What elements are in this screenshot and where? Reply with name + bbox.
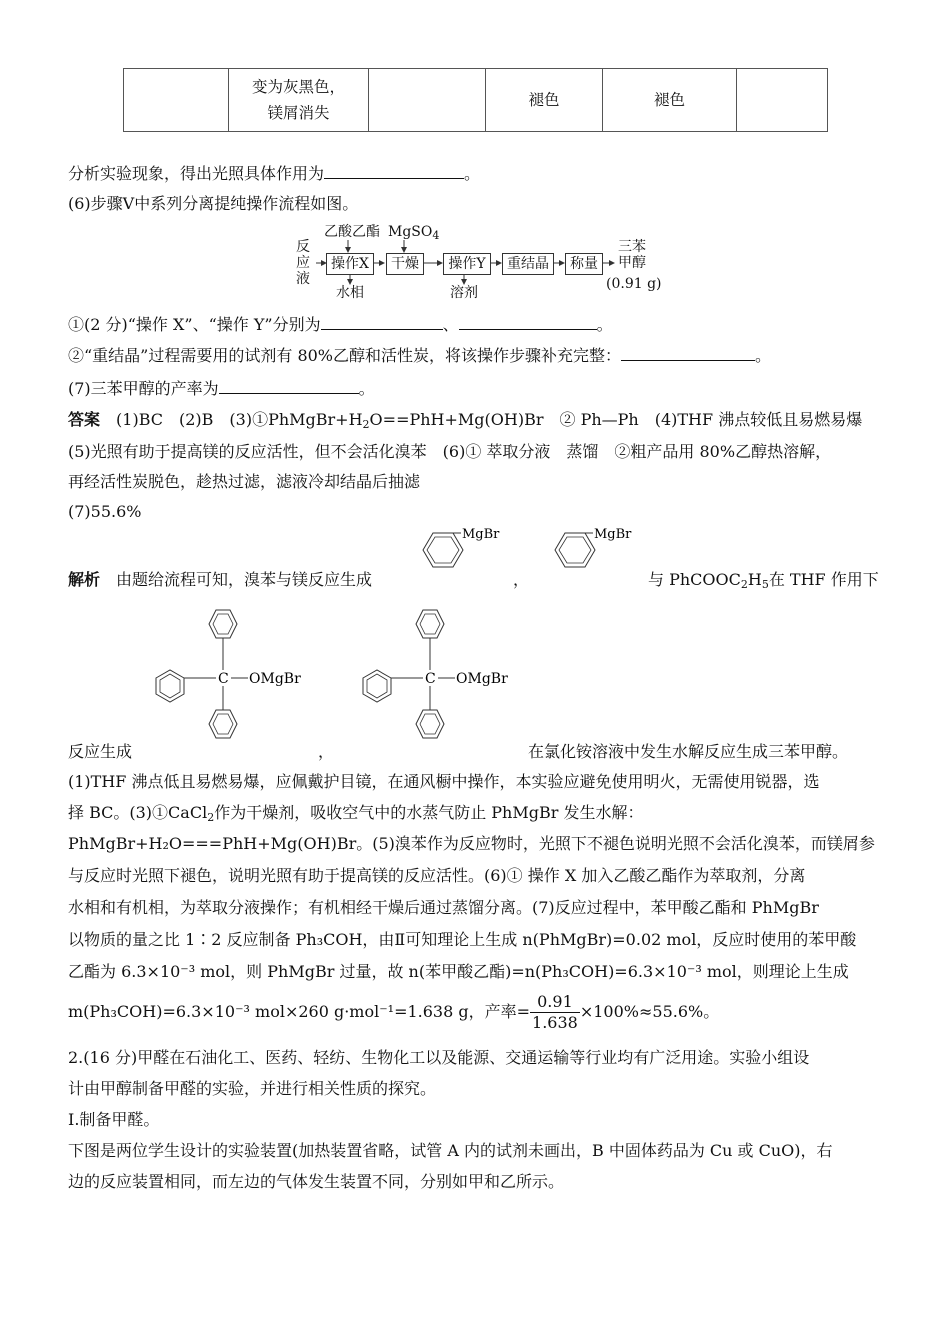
analysis-text: m(Ph₃COH)=6.3×10⁻³ mol×260 g·mol⁻¹=1.638 g，产率= — [68, 1002, 531, 1021]
flow-reactant: 反应液 — [296, 239, 310, 287]
analysis-text: 与 PhCOOC — [648, 570, 741, 589]
analysis-paragraph-line: 乙酯为 6.3×10⁻³ mol，则 PhMgBr 过量，故 n(苯甲酸乙酯)=n(Ph₃COH)=6.3×10⁻³ mol，则理论上生成 — [68, 962, 849, 981]
analysis-text: 由题给流程可知，溴苯与镁反应生成 — [116, 570, 373, 589]
flow-box-weigh: 称量 — [565, 253, 603, 275]
table-cell — [369, 69, 486, 132]
flow-output-aqueous: 水相 — [336, 285, 364, 301]
analysis-line-1-end — [648, 568, 879, 597]
fraction-numerator: 0.91 — [530, 992, 580, 1013]
flow-text: MgSO — [388, 224, 433, 240]
answer-blank — [324, 162, 464, 179]
answer-text: (1)BC (2)B (3)①PhMgBr+H — [116, 410, 363, 429]
question-text: (7)三苯甲醇的产率为 — [68, 379, 219, 398]
analysis-paragraph-line: 水相和有机相，为萃取分液操作；有机相经干燥后通过蒸馏分离。(7)反应过程中，苯甲酸乙酯和 PhMgBr — [68, 898, 819, 917]
question-2-section: Ⅰ.制备甲醛。 — [68, 1110, 160, 1129]
table-cell — [229, 69, 369, 132]
analysis-paragraph-line: 与反应时光照下褪色，说明光照有助于提高镁的反应活性。(6)① 操作 X 加入乙酸乙酯作为萃取剂，分离 — [68, 866, 806, 885]
answer-blank — [321, 313, 443, 330]
flow-box-recrystallize: 重结晶 — [502, 253, 554, 275]
flow-additive-ethyl-acetate: 乙酸乙酯 — [324, 224, 380, 240]
analysis-paragraph-line: 以物质的量之比 1∶2 反应制备 Ph₃COH，由Ⅱ可知理论上生成 n(PhMgBr)=0.02 mol，反应时使用的苯甲酸 — [68, 930, 857, 949]
analysis-comma: ， — [513, 570, 530, 589]
question-text: ①(2 分)“操作 X”、“操作 Y”分别为 — [68, 315, 321, 334]
answer-blank — [219, 377, 359, 394]
separation-flow-diagram — [296, 222, 662, 302]
question-text: 。 — [755, 346, 772, 365]
analysis-comma: ， — [318, 742, 335, 761]
question-text: 。 — [596, 315, 613, 334]
table-row — [124, 69, 828, 132]
question-text: 。 — [464, 164, 481, 183]
analysis-paragraph-line: PhMgBr+H₂O===PhH+Mg(OH)Br。(5)溴苯作为反应物时，光照下不褪色说明光照不会活化溴苯，而镁屑参 — [68, 834, 875, 853]
analysis-line-2-end: 在氯化铵溶液中发生水解反应生成三苯甲醇。 — [528, 742, 849, 761]
question-2-line: 下图是两位学生设计的实验装置(加热装置省略，试管 A 内的试剂未画出，B 中固体药品为 Cu 或 CuO)，右 — [68, 1141, 833, 1160]
triphenylmethoxy-mgbr-structure — [148, 600, 318, 755]
flow-product-mass: (0.91 g) — [606, 276, 662, 292]
question-text: 分析实验现象，得出光照具体作用为 — [68, 164, 325, 183]
table-cell-text: 镁屑消失 — [267, 104, 330, 122]
omgbr-label: OMgBr — [249, 671, 301, 687]
flow-additive-mgso4 — [388, 224, 439, 244]
question-2-line: 边的反应装置相同，而左边的气体发生装置不同，分别如甲和乙所示。 — [68, 1172, 565, 1191]
table-cell — [124, 69, 229, 132]
analysis-yield-line — [68, 992, 719, 1033]
question-text: 、 — [442, 315, 459, 334]
carbon-label: C — [425, 671, 436, 687]
yield-fraction — [530, 992, 580, 1033]
table-cell: 褪色 — [603, 69, 737, 132]
question-6-1 — [68, 313, 613, 337]
analysis-text: 作为干燥剂，吸收空气中的水蒸气防止 PhMgBr 发生水解： — [214, 803, 644, 822]
carbon-label: C — [218, 671, 229, 687]
answer-line-4: (7)55.6% — [68, 502, 142, 521]
analysis-text: 择 BC。(3)①CaCl — [68, 803, 208, 822]
answer-text: 2 — [362, 418, 370, 431]
question-text: 。 — [358, 379, 375, 398]
analysis-label: 解析 — [68, 570, 101, 589]
analysis-text: 2 — [207, 811, 215, 824]
answer-line-2: (5)光照有助于提高镁的反应活性，但不会活化溴苯 (6)① 萃取分液 蒸馏 ②粗产品用 80%乙醇热溶解， — [68, 442, 832, 461]
flow-box-dry: 干燥 — [386, 253, 424, 275]
analysis-text: H — [747, 570, 762, 589]
analysis-paragraph-line — [68, 801, 643, 830]
flow-box-operation-x: 操作X — [326, 253, 374, 275]
question-5-line — [68, 162, 480, 186]
answer-text: O==PhH+Mg(OH)Br ② Ph—Ph (4)THF 沸点较低且易燃易爆 — [369, 410, 863, 429]
observation-table — [123, 68, 828, 132]
fraction-denominator: 1.638 — [532, 1013, 578, 1032]
omgbr-label: OMgBr — [456, 671, 508, 687]
mgbr-label: MgBr — [594, 527, 632, 542]
flow-box-operation-y: 操作Y — [443, 253, 491, 275]
phenylmagnesium-bromide-structure — [537, 527, 637, 587]
analysis-text: 5 — [761, 578, 769, 591]
question-6-2 — [68, 344, 771, 368]
triphenylmethoxy-mgbr-structure — [355, 600, 525, 755]
analysis-line-1 — [68, 568, 372, 592]
question-text: ②“重结晶”过程需要用的试剂有 80%乙醇和活性炭，将该操作步骤补充完整： — [68, 346, 622, 365]
question-7 — [68, 377, 375, 401]
table-cell: 褪色 — [486, 69, 603, 132]
analysis-line-2: 反应生成 — [68, 742, 133, 761]
table-cell — [737, 69, 828, 132]
flow-product: 三苯甲醇 — [618, 239, 646, 271]
analysis-text: 2 — [740, 578, 748, 591]
table-cell-text: 变为灰黑色， — [251, 78, 345, 96]
answer-line-3: 再经活性炭脱色，趁热过滤，滤液冷却结晶后抽滤 — [68, 472, 421, 491]
answer-label: 答案 — [68, 410, 101, 429]
answer-blank — [621, 344, 755, 361]
answer-blank — [459, 313, 597, 330]
answer-line-1 — [68, 408, 862, 437]
flow-text: 4 — [432, 229, 440, 242]
question-6-text: (6)步骤Ⅴ中系列分离提纯操作流程如图。 — [68, 194, 359, 213]
mgbr-label: MgBr — [462, 527, 500, 542]
analysis-paragraph-line: (1)THF 沸点低且易燃易爆，应佩戴护目镜，在通风橱中操作，本实验应避免使用明火，无需使用锐器，选 — [68, 772, 820, 791]
question-2-line: 2.(16 分)甲醛在石油化工、医药、轻纺、生物化工以及能源、交通运输等行业均有广泛用途。实验小组设 — [68, 1048, 810, 1067]
analysis-text: 在 THF 作用下 — [768, 570, 879, 589]
analysis-text: ×100%≈55.6%。 — [579, 1002, 720, 1021]
question-2-line: 计由甲醇制备甲醛的实验，并进行相关性质的探究。 — [68, 1079, 437, 1098]
flow-output-solvent: 溶剂 — [450, 285, 478, 301]
phenylmagnesium-bromide-structure — [405, 527, 505, 587]
